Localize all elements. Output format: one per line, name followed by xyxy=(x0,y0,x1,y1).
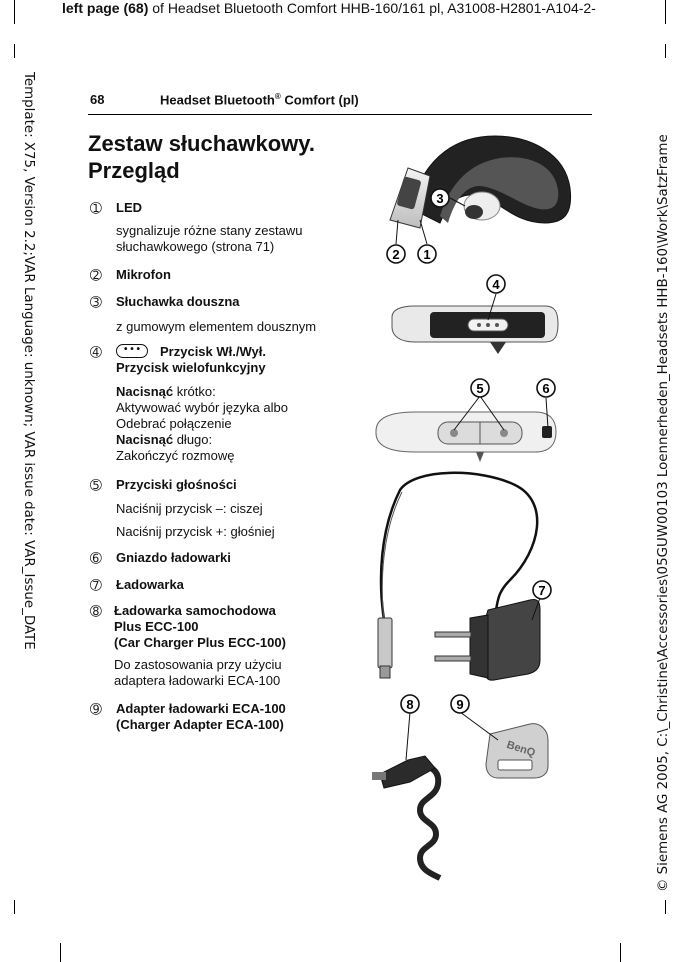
item-desc: Aktywować wybór języka albo xyxy=(116,400,288,415)
item-number: ➂ xyxy=(90,294,102,310)
callout-9-label: 9 xyxy=(456,697,464,712)
crop-mark xyxy=(60,943,61,962)
header-reg: ® xyxy=(274,92,281,101)
crop-mark xyxy=(665,0,666,24)
callout-1-label: 1 xyxy=(423,247,431,262)
side-left-container xyxy=(18,72,38,892)
callout-3 xyxy=(431,189,449,207)
press-suffix: długo: xyxy=(173,432,213,447)
item-number: ➃ xyxy=(90,344,102,360)
callout-5 xyxy=(471,379,489,397)
page-title xyxy=(88,130,348,184)
list-item xyxy=(90,603,340,689)
item-title: LED xyxy=(116,200,142,215)
crop-mark xyxy=(14,900,15,914)
header-title: Headset Bluetooth xyxy=(160,92,275,108)
list-item xyxy=(90,200,340,255)
car-charger-illustration xyxy=(370,694,570,884)
item-desc: Zakończyć rozmowę xyxy=(116,448,235,463)
crop-mark xyxy=(620,943,621,962)
callout-6-label: 6 xyxy=(542,381,550,396)
list-item xyxy=(90,477,340,540)
header-rule xyxy=(88,114,592,115)
item-number: ➀ xyxy=(90,200,102,216)
callout-4-label: 4 xyxy=(492,277,500,292)
press-label: Nacisnąć xyxy=(116,432,174,447)
item-desc: Naciśnij przycisk –: ciszej xyxy=(116,501,263,516)
item-title: Ładowarka xyxy=(116,577,184,592)
running-head-rest: of Headset Bluetooth Comfort HHB-160/161 pl, A31008-H2801-A104-2- xyxy=(148,0,596,16)
multifunction-button-icon: • • • xyxy=(116,344,148,358)
item-title: Słuchawka douszna xyxy=(116,294,240,309)
press-label: Nacisnąć xyxy=(116,384,174,399)
side-right-text: © Siemens AG 2005, C:\_Christine\Accessories\05GUW00103 Loennerheden_Headsets HHB-160\Work\SatzFrame xyxy=(656,134,671,892)
crop-mark xyxy=(14,44,15,58)
list-item xyxy=(90,550,340,566)
item-desc: słuchawkowego (strona 71) xyxy=(116,239,275,254)
side-right-container xyxy=(656,72,676,892)
item-title: Gniazdo ładowarki xyxy=(116,550,231,565)
item-number: ➄ xyxy=(90,477,102,493)
item-desc: Do zastosowania przy użyciu xyxy=(114,657,282,672)
crop-mark xyxy=(14,0,15,24)
callout-8-label: 8 xyxy=(406,697,414,712)
item-desc: sygnalizuje różne stany zestawu xyxy=(116,223,303,238)
item-desc: Odebrać połączenie xyxy=(116,416,232,431)
crop-mark xyxy=(665,44,666,58)
adapter-logo: BenQ xyxy=(505,738,537,760)
callout-1 xyxy=(418,245,436,263)
item-desc: z gumowym elementem dousznym xyxy=(116,319,317,334)
list-item xyxy=(90,577,340,593)
page-header xyxy=(160,92,359,107)
list-item xyxy=(90,344,340,464)
running-head-bold: left page (68) xyxy=(62,0,149,16)
volume-buttons-illustration xyxy=(370,376,590,466)
item-number: ➁ xyxy=(90,267,102,283)
side-left-text: Template: X75, Version 2.2;VAR Language: unknown; VAR issue date: VAR_Issue_DATE xyxy=(21,72,36,650)
header-title-rest: Comfort (pl) xyxy=(280,92,359,108)
running-head xyxy=(62,0,596,16)
title-line-2: Przegląd xyxy=(88,158,180,183)
item-number: ➅ xyxy=(90,550,102,566)
page-number: 68 xyxy=(90,92,105,107)
item-title: Mikrofon xyxy=(116,267,171,282)
charger-illustration xyxy=(370,470,570,692)
callout-2 xyxy=(387,245,405,263)
item-title: Przycisk wielofunkcyjny xyxy=(116,360,266,375)
callout-5-label: 5 xyxy=(476,381,484,396)
list-item xyxy=(90,701,340,733)
item-number: ➆ xyxy=(90,577,102,593)
item-title: Adapter ładowarki ECA-100 xyxy=(116,701,286,716)
item-title: Przycisk Wł./Wył. xyxy=(160,344,266,359)
item-title: Plus ECC-100 xyxy=(114,619,199,634)
item-title: (Charger Adapter ECA-100) xyxy=(116,717,284,732)
callout-9 xyxy=(451,695,469,713)
callout-7-label: 7 xyxy=(538,583,546,598)
item-title: Przyciski głośności xyxy=(116,477,237,492)
item-desc: adaptera ładowarki ECA-100 xyxy=(114,673,281,688)
item-desc: Naciśnij przycisk +: głośniej xyxy=(116,524,275,539)
press-suffix: krótko: xyxy=(173,384,216,399)
item-number: ➇ xyxy=(90,603,102,619)
list-item xyxy=(90,294,340,335)
item-title: Ładowarka samochodowa xyxy=(114,603,276,618)
callout-7 xyxy=(533,581,551,599)
title-line-1: Zestaw słuchawkowy. xyxy=(88,131,316,156)
callout-4 xyxy=(487,275,505,293)
crop-mark xyxy=(665,900,666,914)
callout-8 xyxy=(401,695,419,713)
list-item xyxy=(90,267,340,283)
callout-2-label: 2 xyxy=(392,247,400,262)
headset-illustration xyxy=(370,128,590,268)
headset-top-illustration xyxy=(370,272,590,362)
callout-3-label: 3 xyxy=(436,191,444,206)
callout-6 xyxy=(537,379,555,397)
item-title: (Car Charger Plus ECC-100) xyxy=(114,635,286,650)
item-number: ➈ xyxy=(90,701,102,717)
